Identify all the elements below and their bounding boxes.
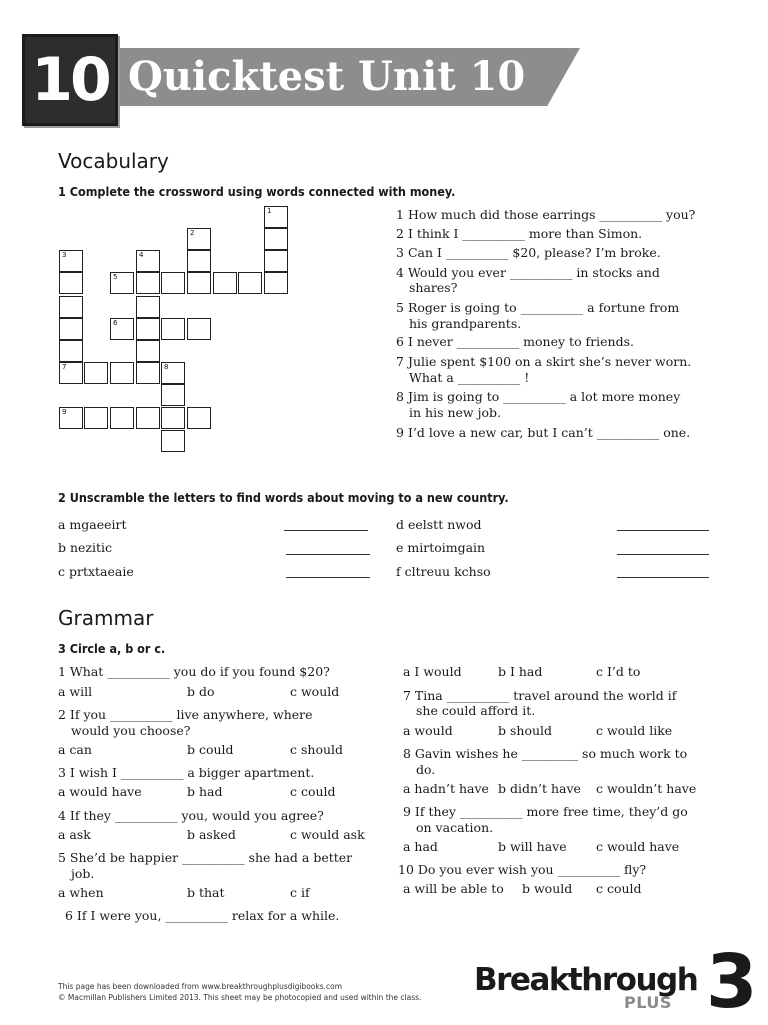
exercise-2-instruction: 2 Unscramble the letters to find words about moving to a new country. [58,490,509,505]
question-7-cont: she could afford it. [416,703,536,718]
level-number: 3 [706,939,758,1025]
crossword-cell[interactable] [136,362,160,384]
q2-option-c[interactable]: c should [290,742,344,757]
crossword-cell[interactable] [264,206,288,228]
clue-3: 3 Can I __________ $20, please? I’m broke. [396,245,661,260]
unit-number-box [22,34,118,126]
crossword-cell[interactable] [59,250,83,272]
unscramble-c: c prtxtaeaie [58,564,134,579]
question-10: 10 Do you ever wish you __________ fly? [398,862,647,877]
question-4: 4 If they __________ you, would you agree? [58,808,324,823]
footer-download-note: This page has been downloaded from www.breakthroughplusdigibooks.com [58,982,343,991]
brand-plus: PLUS [624,993,672,1012]
q9-option-c[interactable]: c would have [596,839,680,854]
exercise-3-instruction: 3 Circle a, b or c. [58,641,166,656]
crossword-cell[interactable] [59,272,83,294]
crossword-cell[interactable] [136,250,160,272]
clue-9: 9 I’d love a new car, but I can’t __________ one. [396,425,691,440]
crossword-cell[interactable] [187,250,211,272]
question-8-cont: do. [416,762,436,777]
crossword-cell[interactable] [136,407,160,429]
crossword-cell[interactable] [213,272,237,294]
crossword-clue-number: 2 [190,229,195,237]
question-6: 6 If I were you, __________ relax for a while. [65,908,340,923]
crossword-cell[interactable] [161,430,185,452]
crossword-cell[interactable] [238,272,262,294]
unscramble-b: b nezitic [58,540,113,555]
unscramble-f: f cltreuu kchso [396,564,491,579]
q3-option-b[interactable]: b had [187,784,223,799]
crossword-cell[interactable] [161,407,185,429]
question-5: 5 She’d be happier __________ she had a better [58,850,353,865]
clue-2: 2 I think I __________ more than Simon. [396,226,643,241]
clue-7: 7 Julie spent $100 on a skirt she’s never worn. [396,354,692,369]
crossword-clue-number: 7 [62,363,67,371]
exercise-1-instruction: 1 Complete the crossword using words connected with money. [58,184,456,199]
q10-option-c[interactable]: c could [596,881,642,896]
q7-option-a[interactable]: a would [403,723,453,738]
q6-option-a[interactable]: a I would [403,664,462,679]
crossword-clue-number: 6 [113,319,118,327]
q3-option-c[interactable]: c could [290,784,336,799]
crossword-cell[interactable] [136,318,160,340]
crossword-cell[interactable] [264,272,288,294]
crossword-cell[interactable] [110,272,134,294]
clue-4-cont: shares? [409,280,458,295]
q1-option-c[interactable]: c would [290,684,340,699]
q8-option-c[interactable]: c wouldn’t have [596,781,697,796]
answer-blank-a[interactable] [284,518,368,531]
q2-option-b[interactable]: b could [187,742,234,757]
answer-blank-c[interactable] [286,565,370,578]
crossword-cell[interactable] [136,340,160,362]
crossword-clue-number: 1 [267,207,272,215]
clue-8-cont: in his new job. [409,405,501,420]
clue-4: 4 Would you ever __________ in stocks and [396,265,660,280]
footer-copyright: © Macmillan Publishers Limited 2013. This sheet may be photocopied and used within the class. [58,993,422,1002]
q2-option-a[interactable]: a can [58,742,92,757]
q5-option-c[interactable]: c if [290,885,310,900]
crossword-cell[interactable] [59,296,83,318]
question-5-cont: job. [71,866,95,881]
q9-option-b[interactable]: b will have [498,839,567,854]
crossword-cell[interactable] [136,272,160,294]
crossword-cell[interactable] [264,228,288,250]
crossword-cell[interactable] [187,407,211,429]
q4-option-a[interactable]: a ask [58,827,91,842]
crossword-cell[interactable] [59,318,83,340]
crossword-cell[interactable] [110,318,134,340]
q7-option-c[interactable]: c would like [596,723,673,738]
q8-option-a[interactable]: a hadn’t have [403,781,489,796]
answer-blank-b[interactable] [286,542,370,555]
clue-6: 6 I never __________ money to friends. [396,334,634,349]
question-9-cont: on vacation. [416,820,494,835]
crossword-cell[interactable] [110,362,134,384]
crossword-cell[interactable] [161,318,185,340]
brand-logo: Breakthrough [474,962,698,998]
crossword-clue-number: 9 [62,408,67,416]
unscramble-d: d eelstt nwod [396,517,482,532]
crossword-cell[interactable] [161,384,185,406]
q1-option-b[interactable]: b do [187,684,215,699]
clue-5: 5 Roger is going to __________ a fortune from [396,300,680,315]
answer-blank-e[interactable] [617,542,709,555]
question-3: 3 I wish I __________ a bigger apartment. [58,765,315,780]
unit-number: 10 [31,45,109,115]
crossword-cell[interactable] [59,407,83,429]
crossword-clue-number: 3 [62,251,67,259]
q4-option-b[interactable]: b asked [187,827,236,842]
crossword-cell[interactable] [187,228,211,250]
clue-7-cont: What a __________ ! [409,370,530,385]
q4-option-c[interactable]: c would ask [290,827,365,842]
crossword-cell[interactable] [187,318,211,340]
q6-option-c[interactable]: c I’d to [596,664,641,679]
question-1: 1 What __________ you do if you found $20? [58,664,330,679]
answer-blank-f[interactable] [617,565,709,578]
crossword-cell[interactable] [264,250,288,272]
unscramble-e: e mirtoimgain [396,540,486,555]
crossword-clue-number: 4 [139,251,144,259]
question-9: 9 If they __________ more free time, they’d go [403,804,688,819]
crossword-cell[interactable] [161,362,185,384]
q1-option-a[interactable]: a will [58,684,93,699]
crossword-cell[interactable] [187,272,211,294]
crossword-clue-number: 5 [113,273,118,281]
crossword-cell[interactable] [59,362,83,384]
q3-option-a[interactable]: a would have [58,784,142,799]
crossword-cell[interactable] [136,296,160,318]
q6-option-b[interactable]: b I had [498,664,543,679]
vocabulary-heading: Vocabulary [58,149,169,173]
q7-option-b[interactable]: b should [498,723,553,738]
question-8: 8 Gavin wishes he _________ so much work to [403,746,688,761]
question-2-cont: would you choose? [71,723,191,738]
crossword-cell[interactable] [161,272,185,294]
q9-option-a[interactable]: a had [403,839,438,854]
answer-blank-d[interactable] [617,518,709,531]
crossword-cell[interactable] [59,340,83,362]
page-title: Quicktest Unit 10 [128,53,526,100]
question-2: 2 If you __________ live anywhere, where [58,707,313,722]
grammar-heading: Grammar [58,606,154,630]
q8-option-b[interactable]: b didn’t have [498,781,581,796]
crossword-cell[interactable] [84,407,108,429]
q10-option-a[interactable]: a will be able to [403,881,504,896]
q5-option-b[interactable]: b that [187,885,225,900]
clue-1: 1 How much did those earrings __________ you? [396,207,696,222]
clue-5-cont: his grandparents. [409,316,522,331]
question-7: 7 Tina __________ travel around the world if [403,688,677,703]
crossword-cell[interactable] [84,362,108,384]
crossword-clue-number: 8 [164,363,169,371]
unscramble-a: a mgaeeirt [58,517,127,532]
crossword-cell[interactable] [110,407,134,429]
q5-option-a[interactable]: a when [58,885,104,900]
q10-option-b[interactable]: b would [522,881,573,896]
clue-8: 8 Jim is going to __________ a lot more money [396,389,681,404]
